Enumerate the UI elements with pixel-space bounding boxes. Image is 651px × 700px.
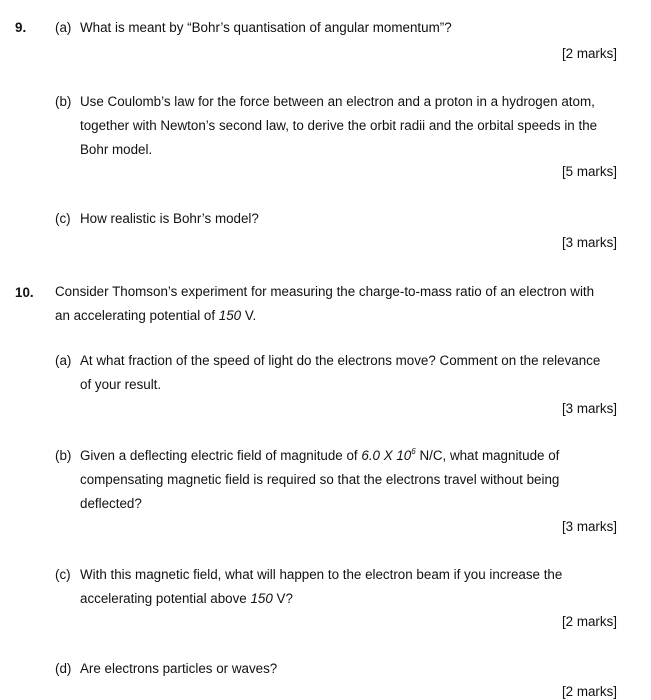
q10-part-b: (b) Given a deflecting electric field of magnitude of 6.0 X $10^6$ N/C, what magnitude of compensating magnetic field is required so that the electrons travel without being deflected? (55, 444, 620, 516)
q9-part-b-line3: Bohr model. (80, 142, 153, 157)
q10-part-c (55, 563, 620, 611)
q10-part-c-label: (c) (55, 567, 71, 582)
q10-part-c-line1: With this magnetic field, what will happen to the electron beam if you increase the (80, 567, 563, 582)
q10-intro-voltage: 150 (218, 308, 242, 323)
q10-part-a-line1: At what fraction of the speed of light do the electrons move? Comment on the relevance (80, 353, 601, 368)
question-9-number: 9. (15, 20, 27, 35)
q10-part-d-marks: [2 marks] (561, 684, 617, 699)
q9-part-c (55, 207, 620, 231)
q10-part-a (55, 349, 620, 397)
q9-part-a-marks: [2 marks] (561, 46, 617, 61)
q9-part-b-line2: together with Newton’s second law, to derive the orbit radii and the orbital speeds in the (80, 118, 598, 133)
q9-part-b (55, 90, 620, 162)
q10-part-b-marks: [3 marks] (561, 519, 617, 534)
q10-part-b-label: (b) (55, 448, 72, 463)
q9-part-a-label: (a) (55, 20, 72, 35)
q10-part-c-voltage: 150 (250, 591, 273, 606)
q10-part-d (55, 657, 620, 681)
q10-part-b-line3: deflected? (80, 496, 142, 511)
q10-part-b-field-value: 6.0 X $10^6$ (361, 447, 416, 463)
q10-part-a-label: (a) (55, 353, 72, 368)
q9-part-b-line1: Use Coulomb’s law for the force between an electron and a proton in a hydrogen atom, (80, 94, 595, 109)
q9-part-c-marks: [3 marks] (561, 235, 617, 250)
question-10-number: 10. (15, 285, 34, 300)
q9-part-a (55, 16, 620, 40)
q10-part-a-marks: [3 marks] (561, 401, 617, 416)
q10-intro (55, 280, 620, 328)
q9-part-c-text: How realistic is Bohr’s model? (80, 211, 259, 226)
q10-part-c-marks: [2 marks] (561, 614, 617, 629)
q9-part-a-text: What is meant by “Bohr’s quantisation of angular momentum”? (80, 20, 452, 35)
q9-part-b-label: (b) (55, 94, 72, 109)
q10-intro-line2: an accelerating potential of 150 V. (55, 308, 257, 323)
q10-intro-line1: Consider Thomson’s experiment for measuring the charge-to-mass ratio of an electron with (55, 284, 595, 299)
q9-part-b-marks: [5 marks] (561, 164, 617, 179)
q10-part-c-line2: accelerating potential above 150 V? (80, 591, 293, 606)
q10-part-a-line2: of your result. (80, 377, 162, 392)
q10-part-d-label: (d) (55, 661, 72, 676)
q9-part-c-label: (c) (55, 211, 71, 226)
q10-part-d-text: Are electrons particles or waves? (80, 661, 278, 676)
q10-part-b-line2: compensating magnetic field is required so that the electrons travel without being (80, 472, 560, 487)
